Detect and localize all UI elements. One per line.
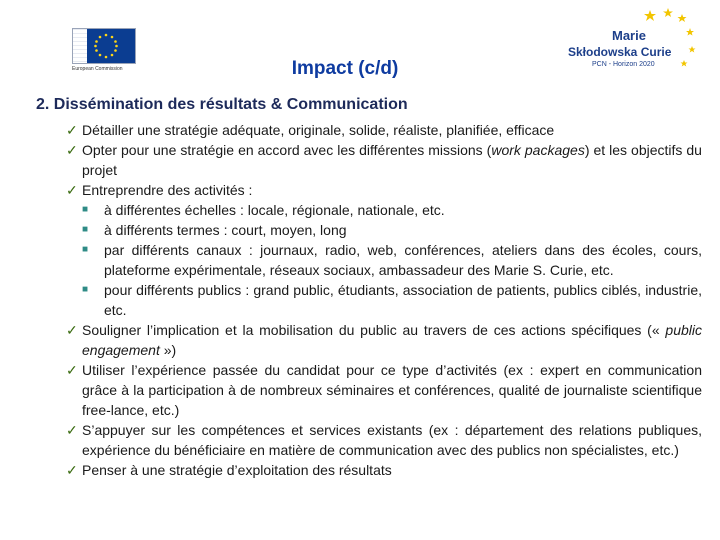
- ec-logo-text: European Commission: [72, 66, 123, 72]
- sub-bullet-item: ■ à différents termes : court, moyen, long: [82, 222, 347, 238]
- msc-logo-line1: Marie: [612, 28, 646, 43]
- sub-bullet-item: ■ pour différents publics : grand public, étudiants, association de patients, publics ciblés, industrie, etc.: [82, 282, 702, 318]
- msc-logo-line2: Skłodowska Curie: [568, 45, 672, 59]
- checkmark-icon: ✓: [66, 322, 78, 338]
- checkmark-icon: ✓: [66, 462, 78, 478]
- bullet-item: ✓ S’appuyer sur les compétences et services existants (ex : département des relations publiques, expérience du bénéficiaire en matière de communication avec des publics non spécialistes, etc.): [66, 422, 702, 458]
- bullet-item: ✓ Souligner l’implication et la mobilisation du public au travers de ces actions spécifiques (« public engagement »): [66, 322, 702, 358]
- msc-logo-line3: PCN - Horizon 2020: [592, 61, 655, 68]
- bullet-item: ✓ Opter pour une stratégie en accord avec les différentes missions (work packages) et les objectifs du projet: [66, 142, 702, 178]
- checkmark-icon: ✓: [66, 122, 78, 138]
- square-bullet-icon: ■: [82, 284, 89, 295]
- sub-bullet-item: ■ par différents canaux : journaux, radio, web, conférences, ateliers dans des écoles, cours, plateforme expérimentale, réseaux sociaux, ambassadeur des Marie S. Curie, etc.: [82, 242, 702, 278]
- checkmark-icon: ✓: [66, 422, 78, 438]
- square-bullet-icon: ■: [82, 204, 89, 215]
- sub-bullet-item: ■ à différentes échelles : locale, régionale, nationale, etc.: [82, 202, 445, 218]
- bullet-item: ✓ Penser à une stratégie d’exploitation des résultats: [66, 462, 392, 478]
- page-title: Impact (c/d): [291, 58, 399, 79]
- bullet-list: [66, 120, 702, 480]
- bullet-item: ✓ Entreprendre des activités :: [66, 182, 253, 198]
- bullet-item: ✓ Détailler une stratégie adéquate, originale, solide, réaliste, planifiée, efficace: [66, 122, 555, 138]
- checkmark-icon: ✓: [66, 362, 78, 378]
- checkmark-icon: ✓: [66, 142, 78, 158]
- checkmark-icon: ✓: [66, 182, 78, 198]
- square-bullet-icon: ■: [82, 224, 89, 235]
- section-subtitle: 2. Dissémination des résultats & Communication: [36, 96, 408, 113]
- square-bullet-icon: ■: [82, 244, 89, 255]
- bullet-item: ✓ Utiliser l’expérience passée du candidat pour ce type d’activités (ex : expert en communication grâce à la participation à de nombreux séminaires et conférences, qualité de journaliste scientifique free-lance, etc.): [66, 362, 702, 418]
